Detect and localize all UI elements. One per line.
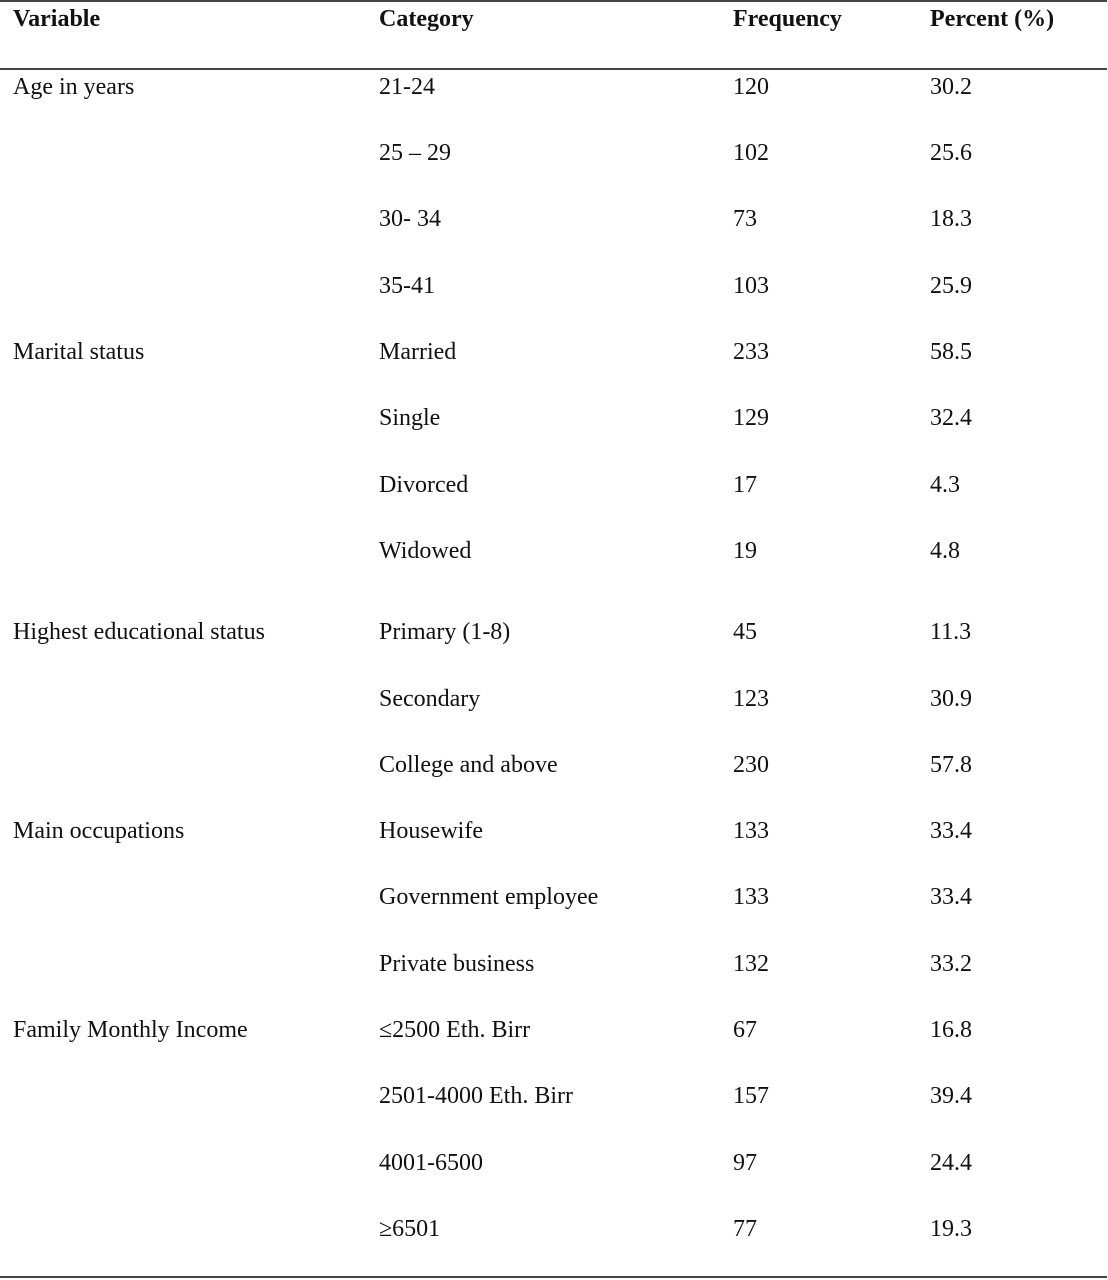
cell-category: 25 – 29 — [379, 140, 451, 166]
cell-percent: 58.5 — [930, 339, 972, 365]
cell-frequency: 103 — [733, 273, 769, 299]
cell-frequency: 132 — [733, 951, 769, 977]
cell-frequency: 67 — [733, 1017, 757, 1043]
cell-percent: 39.4 — [930, 1083, 972, 1109]
cell-category: Primary (1-8) — [379, 619, 511, 645]
cell-category: Secondary — [379, 686, 481, 712]
cell-percent: 16.8 — [930, 1017, 972, 1043]
cell-category: Single — [379, 405, 441, 431]
cell-category: 35-41 — [379, 273, 435, 299]
cell-frequency: 19 — [733, 538, 757, 564]
cell-percent: 4.8 — [930, 538, 960, 564]
cell-category: 21-24 — [379, 74, 435, 100]
header-percent: Percent (%) — [930, 6, 1055, 32]
table-top-rule — [0, 0, 1107, 2]
cell-category: ≤2500 Eth. Birr — [379, 1017, 531, 1043]
cell-frequency: 133 — [733, 884, 769, 910]
cell-frequency: 133 — [733, 818, 769, 844]
cell-frequency: 102 — [733, 140, 769, 166]
cell-frequency: 129 — [733, 405, 769, 431]
cell-percent: 11.3 — [930, 619, 972, 645]
cell-frequency: 233 — [733, 339, 769, 365]
cell-percent: 24.4 — [930, 1150, 972, 1176]
cell-percent: 33.4 — [930, 818, 972, 844]
cell-frequency: 230 — [733, 752, 769, 778]
cell-category: Widowed — [379, 538, 472, 564]
cell-variable: Family Monthly Income — [13, 1017, 248, 1043]
cell-variable: Main occupations — [13, 818, 185, 844]
cell-variable: Age in years — [13, 74, 135, 100]
cell-category: Private business — [379, 951, 535, 977]
cell-category: Married — [379, 339, 457, 365]
cell-frequency: 77 — [733, 1216, 757, 1242]
cell-category: Government employee — [379, 884, 599, 910]
cell-frequency: 73 — [733, 206, 757, 232]
cell-category: 4001-6500 — [379, 1150, 483, 1176]
header-frequency: Frequency — [733, 6, 842, 32]
cell-percent: 25.9 — [930, 273, 972, 299]
cell-frequency: 120 — [733, 74, 769, 100]
cell-frequency: 157 — [733, 1083, 769, 1109]
cell-category: Housewife — [379, 818, 483, 844]
cell-percent: 33.2 — [930, 951, 972, 977]
cell-percent: 25.6 — [930, 140, 972, 166]
cell-frequency: 17 — [733, 472, 757, 498]
cell-percent: 30.2 — [930, 74, 972, 100]
cell-percent: 57.8 — [930, 752, 972, 778]
cell-category: ≥6501 — [379, 1216, 441, 1242]
cell-category: 30- 34 — [379, 206, 441, 232]
cell-frequency: 45 — [733, 619, 757, 645]
cell-category: Divorced — [379, 472, 469, 498]
header-variable: Variable — [13, 6, 101, 32]
cell-variable: Highest educational status — [13, 619, 265, 645]
cell-frequency: 97 — [733, 1150, 757, 1176]
cell-percent: 18.3 — [930, 206, 972, 232]
cell-percent: 30.9 — [930, 686, 972, 712]
cell-percent: 33.4 — [930, 884, 972, 910]
cell-category: 2501-4000 Eth. Birr — [379, 1083, 573, 1109]
cell-percent: 19.3 — [930, 1216, 972, 1242]
cell-frequency: 123 — [733, 686, 769, 712]
cell-variable: Marital status — [13, 339, 145, 365]
table-bottom-rule — [0, 1276, 1107, 1278]
cell-percent: 4.3 — [930, 472, 960, 498]
header-category: Category — [379, 6, 474, 32]
cell-category: College and above — [379, 752, 558, 778]
table-header-rule — [0, 68, 1107, 70]
cell-percent: 32.4 — [930, 405, 972, 431]
